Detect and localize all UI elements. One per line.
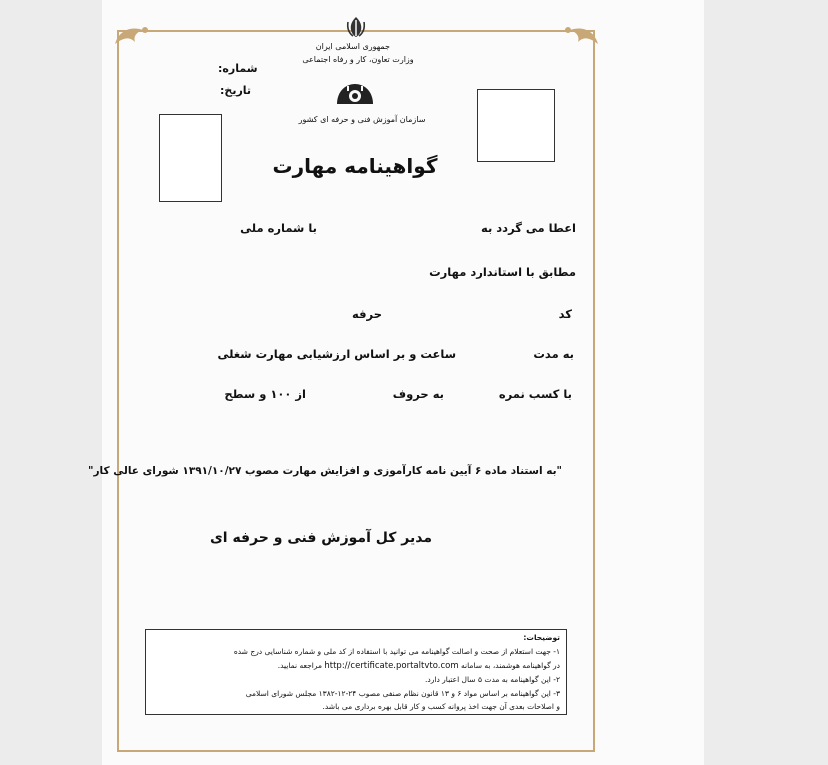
score-label: با کسب نمره <box>498 387 572 401</box>
note-text: مراجعه نمایید. <box>277 661 322 670</box>
corner-ornament-icon <box>113 22 153 46</box>
date-label: تاریخ: <box>220 84 252 97</box>
certificate-title: گواهینامه مهارت <box>272 154 438 178</box>
duration-label: به مدت <box>533 347 574 361</box>
trade-label: حرفه <box>352 307 382 321</box>
note-line: ۳- این گواهینامه بر اساس مواد ۶ و ۱۳ قانون نظام صنفی مصوب ۲۴-۱۲-۱۳۸۲ مجلس شورای اسلامی <box>245 689 560 698</box>
iran-emblem-icon <box>343 14 369 40</box>
certificate-portal-link[interactable]: http://certificate.portaltvto.com <box>324 661 459 671</box>
photo-box-right <box>477 89 555 162</box>
photo-box-left <box>159 114 222 202</box>
granted-to-label: اعطا می گردد به <box>480 221 576 235</box>
note-text: در گواهینامه هوشمند، به سامانه <box>461 661 560 670</box>
in-words-label: به حروف <box>392 387 444 401</box>
organization-name: سازمان آموزش فنی و حرفه ای کشور <box>298 115 426 124</box>
number-label: شماره: <box>218 62 258 75</box>
ministry-name: وزارت تعاون، کار و رفاه اجتماعی <box>302 55 414 64</box>
national-id-label: با شماره ملی <box>240 221 317 235</box>
duration-suffix: ساعت و بر اساس ارزشیابی مهارت شغلی <box>217 347 456 361</box>
standard-label: مطابق با استاندارد مهارت <box>429 265 576 279</box>
note-line: ۲- این گواهینامه به مدت ۵ سال اعتبار دارد. <box>425 675 560 684</box>
legal-basis: "به استناد ماده ۶ آیین نامه کارآموزی و افزایش مهارت مصوب ۱۳۹۱/۱۰/۲۷ شورای عالی کار" <box>88 465 562 477</box>
note-line: ۱- جهت استعلام از صحت و اصالت گواهینامه می توانید با استفاده از کد ملی و شماره شناسایی درج شده <box>233 647 560 656</box>
code-label: کد <box>558 307 572 321</box>
notes-box <box>145 629 567 715</box>
notes-heading: توضیحات: <box>523 633 560 642</box>
corner-ornament-icon <box>560 22 600 46</box>
note-line: و اصلاحات بعدی آن جهت اخذ پروانه کسب و کار قابل بهره برداری می باشد. <box>322 702 560 711</box>
note-line <box>278 661 560 671</box>
tvto-logo-icon <box>333 80 379 106</box>
country-name: جمهوری اسلامی ایران <box>315 42 390 51</box>
signatory-title: مدیر کل آموزش فنی و حرفه ای <box>209 530 432 546</box>
out-of-label: از ۱۰۰ و سطح <box>224 387 306 401</box>
